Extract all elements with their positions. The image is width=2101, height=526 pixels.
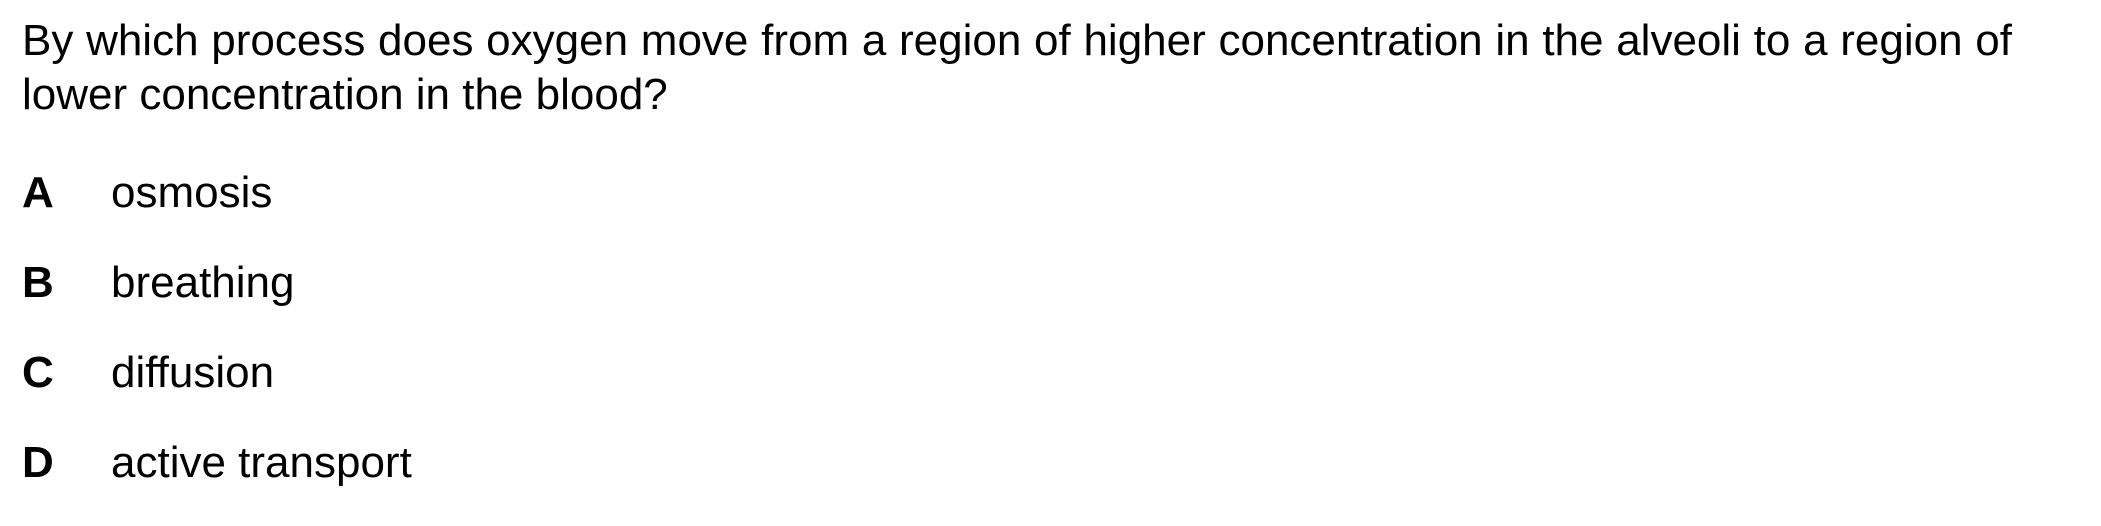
- option-letter: C: [22, 348, 54, 397]
- option-text: breathing: [111, 258, 295, 307]
- option-text: diffusion: [111, 348, 275, 397]
- question-text: By which process does oxygen move from a region of higher concentration in the alveoli to a region of lower concentration in the blood?: [22, 16, 2012, 119]
- option-letter: D: [22, 438, 54, 487]
- option-text: osmosis: [111, 168, 273, 217]
- option-a[interactable]: [22, 166, 412, 256]
- option-c[interactable]: [22, 346, 412, 436]
- option-letter: B: [22, 258, 54, 307]
- option-d[interactable]: [22, 436, 412, 526]
- option-letter: A: [22, 168, 54, 217]
- answer-options: [22, 166, 412, 526]
- option-b[interactable]: [22, 256, 412, 346]
- option-text: active transport: [111, 438, 412, 487]
